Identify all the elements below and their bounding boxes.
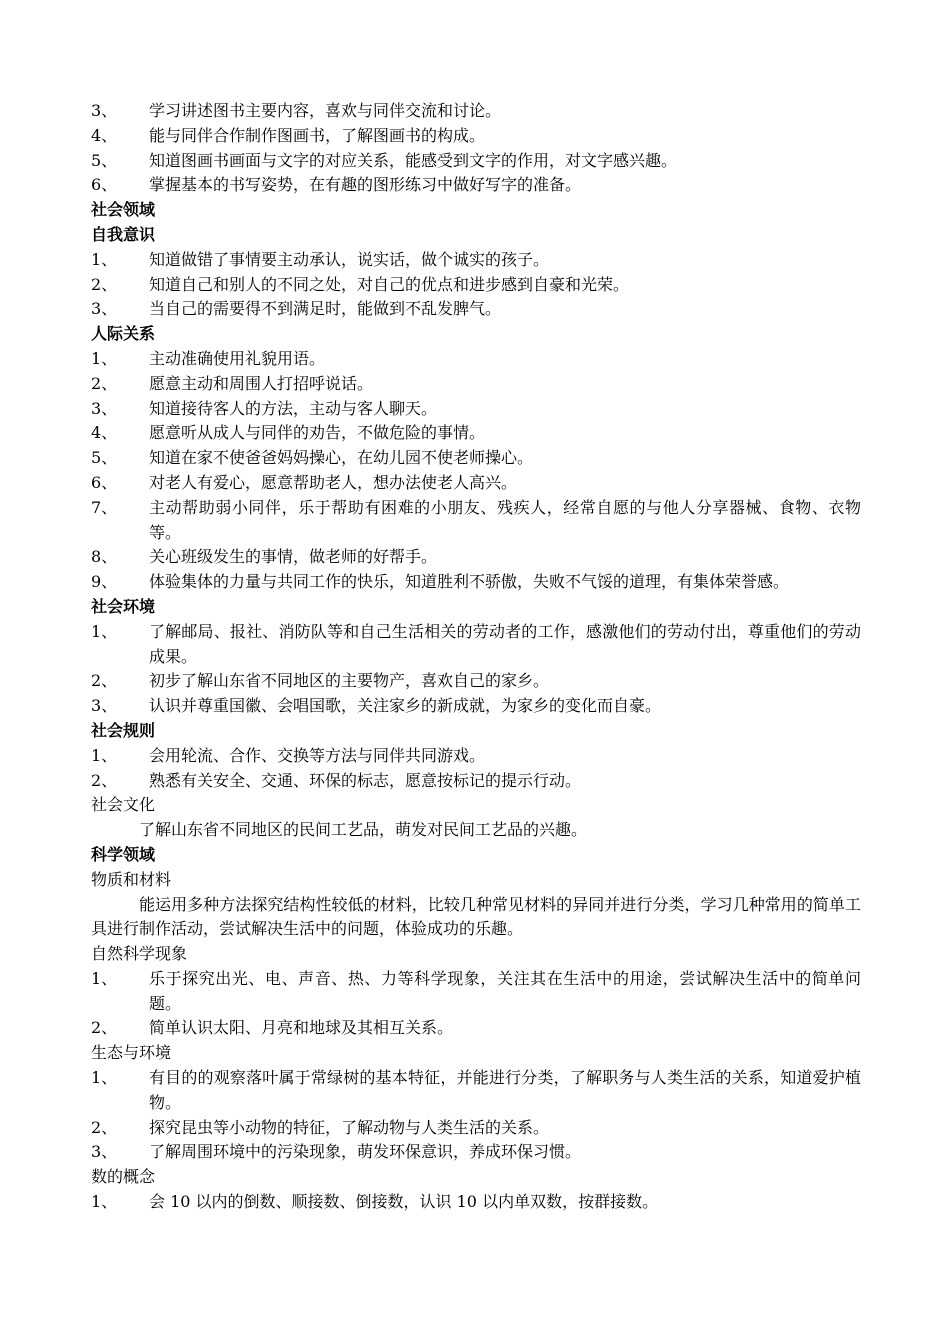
list-item [91,744,861,769]
list-item-text: 愿意听从成人与同伴的劝告，不做危险的事情。 [149,423,486,443]
subsection-heading: 数的概念 [91,1167,156,1187]
list-item-number: 5、 [91,448,118,468]
list-item-text: 初步了解山东省不同地区的主要物产，喜欢自己的家乡。 [149,671,550,691]
list-item-text: 会用轮流、合作、交换等方法与同伴共同游戏。 [149,745,486,765]
list-item-text: 主动帮助弱小同伴，乐于帮助有困难的小朋友、残疾人，经常自愿的与他人分享器械、食物、衣物等。 [149,497,861,542]
list-item [91,99,861,124]
list-item-number: 3、 [91,101,118,120]
list-item [91,1190,861,1215]
list-item-number: 3、 [91,299,118,319]
list-item-number: 1、 [91,621,118,641]
list-item-number: 9、 [91,572,118,592]
numbered-list [91,99,861,198]
list-item-text: 对老人有爱心，愿意帮助老人，想办法使老人高兴。 [149,472,518,492]
list-item-number: 3、 [91,1142,118,1162]
list-item-text: 知道接待客人的方法，主动与客人聊天。 [149,398,438,418]
list-item-text: 知道图画书画面与文字的对应关系，能感受到文字的作用，对文字感兴趣。 [149,150,678,170]
list-item-text: 了解周围环境中的污染现象，萌发环保意识，养成环保习惯。 [149,1142,582,1162]
numbered-list [91,347,861,595]
list-item [91,173,861,198]
list-item [91,347,861,372]
list-item [91,149,861,174]
numbered-list [91,744,861,794]
list-item-number: 5、 [91,150,118,170]
list-item-number: 1、 [91,745,118,765]
list-item [91,1016,861,1041]
subsection-heading: 自然科学现象 [91,944,188,964]
list-item [91,694,861,719]
list-item [91,297,861,322]
numbered-list [91,620,861,719]
list-item-text: 主动准确使用礼貌用语。 [149,348,326,368]
subsection-heading: 社会文化 [91,795,156,815]
list-item [91,471,861,496]
list-item [91,769,861,794]
list-item-number: 4、 [91,125,118,145]
list-item-number: 4、 [91,423,118,443]
list-item [91,967,861,1017]
list-item-text: 掌握基本的书写姿势，在有趣的图形练习中做好写字的准备。 [149,175,582,195]
list-item [91,669,861,694]
list-item-text: 有目的的观察落叶属于常绿树的基本特征，并能进行分类，了解职务与人类生活的关系，知道爱护植物。 [149,1068,861,1112]
list-item [91,124,861,149]
list-item-text: 简单认识太阳、月亮和地球及其相互关系。 [149,1018,454,1038]
section-heading: 科学领域 [91,844,156,864]
section-heading: 社会领域 [91,200,156,220]
list-item-number: 6、 [91,175,118,195]
numbered-list [91,1190,861,1215]
list-item-number: 6、 [91,472,118,492]
list-item-number: 1、 [91,968,118,988]
numbered-list [91,967,861,1041]
list-item-number: 1、 [91,1192,118,1212]
section-heading: 人际关系 [91,324,156,344]
list-item-number: 8、 [91,547,118,567]
list-item [91,397,861,422]
section-heading: 社会环境 [91,596,156,616]
list-item [91,1140,861,1165]
body-paragraph: 能运用多种方法探究结构性较低的材料，比较几种常见材料的异同并进行分类，学习几种常用的简单工具进行制作活动，尝试解决生活中的问题，体验成功的乐趣。 [91,894,861,939]
list-item-number: 2、 [91,373,118,393]
list-item-text: 愿意主动和周围人打招呼说话。 [149,373,374,393]
subsection-heading: 生态与环境 [91,1043,172,1063]
list-item-text: 学习讲述图书主要内容，喜欢与同伴交流和讨论。 [149,101,502,120]
list-item-text: 乐于探究出光、电、声音、热、力等科学现象，关注其在生活中的用途，尝试解决生活中的简单问题。 [149,968,861,1013]
numbered-list [91,1066,861,1165]
list-item-number: 2、 [91,1117,118,1137]
numbered-list [91,248,861,322]
section-heading: 自我意识 [91,224,156,244]
list-item [91,1066,861,1116]
list-item [91,273,861,298]
list-item [91,496,861,546]
list-item-text: 能与同伴合作制作图画书，了解图画书的构成。 [149,125,486,145]
list-item-text: 认识并尊重国徽、会唱国歌，关注家乡的新成就，为家乡的变化而自豪。 [149,696,662,716]
list-item-number: 2、 [91,1018,118,1038]
list-item-number: 7、 [91,497,118,517]
list-item [91,446,861,471]
list-item [91,372,861,397]
list-item-number: 1、 [91,348,118,368]
subsection-heading: 物质和材料 [91,869,172,889]
body-paragraph: 了解山东省不同地区的民间工艺品，萌发对民间工艺品的兴趣。 [139,820,588,840]
list-item-text: 会 10 以内的倒数、顺接数、倒接数，认识 10 以内单双数，按群接数。 [149,1192,659,1212]
section-heading: 社会规则 [91,720,156,740]
list-item-number: 2、 [91,274,118,294]
list-item [91,248,861,273]
list-item-text: 熟悉有关安全、交通、环保的标志，愿意按标记的提示行动。 [149,770,582,790]
list-item-number: 2、 [91,671,118,691]
list-item-text: 了解邮局、报社、消防队等和自己生活相关的劳动者的工作，感激他们的劳动付出，尊重他们的劳动成果。 [149,621,861,666]
list-item-number: 3、 [91,696,118,716]
list-item [91,620,861,670]
list-item-number: 1、 [91,249,118,269]
list-item-text: 知道自己和别人的不同之处，对自己的优点和进步感到自豪和光荣。 [149,274,630,294]
list-item-text: 关心班级发生的事情，做老师的好帮手。 [149,547,438,567]
list-item-text: 知道做错了事情要主动承认，说实话，做个诚实的孩子。 [149,249,550,269]
document-page [91,99,861,1215]
list-item [91,421,861,446]
list-item-text: 知道在家不使爸爸妈妈操心，在幼儿园不使老师操心。 [149,448,534,468]
list-item [91,1116,861,1141]
list-item-text: 体验集体的力量与共同工作的快乐，知道胜利不骄傲，失败不气馁的道理，有集体荣誉感。 [149,572,790,592]
list-item-number: 3、 [91,398,118,418]
list-item-number: 2、 [91,770,118,790]
list-item-text: 探究昆虫等小动物的特征，了解动物与人类生活的关系。 [149,1117,550,1137]
list-item-number: 1、 [91,1068,118,1088]
list-item-text: 当自己的需要得不到满足时，能做到不乱发脾气。 [149,299,502,319]
list-item [91,545,861,570]
list-item [91,570,861,595]
